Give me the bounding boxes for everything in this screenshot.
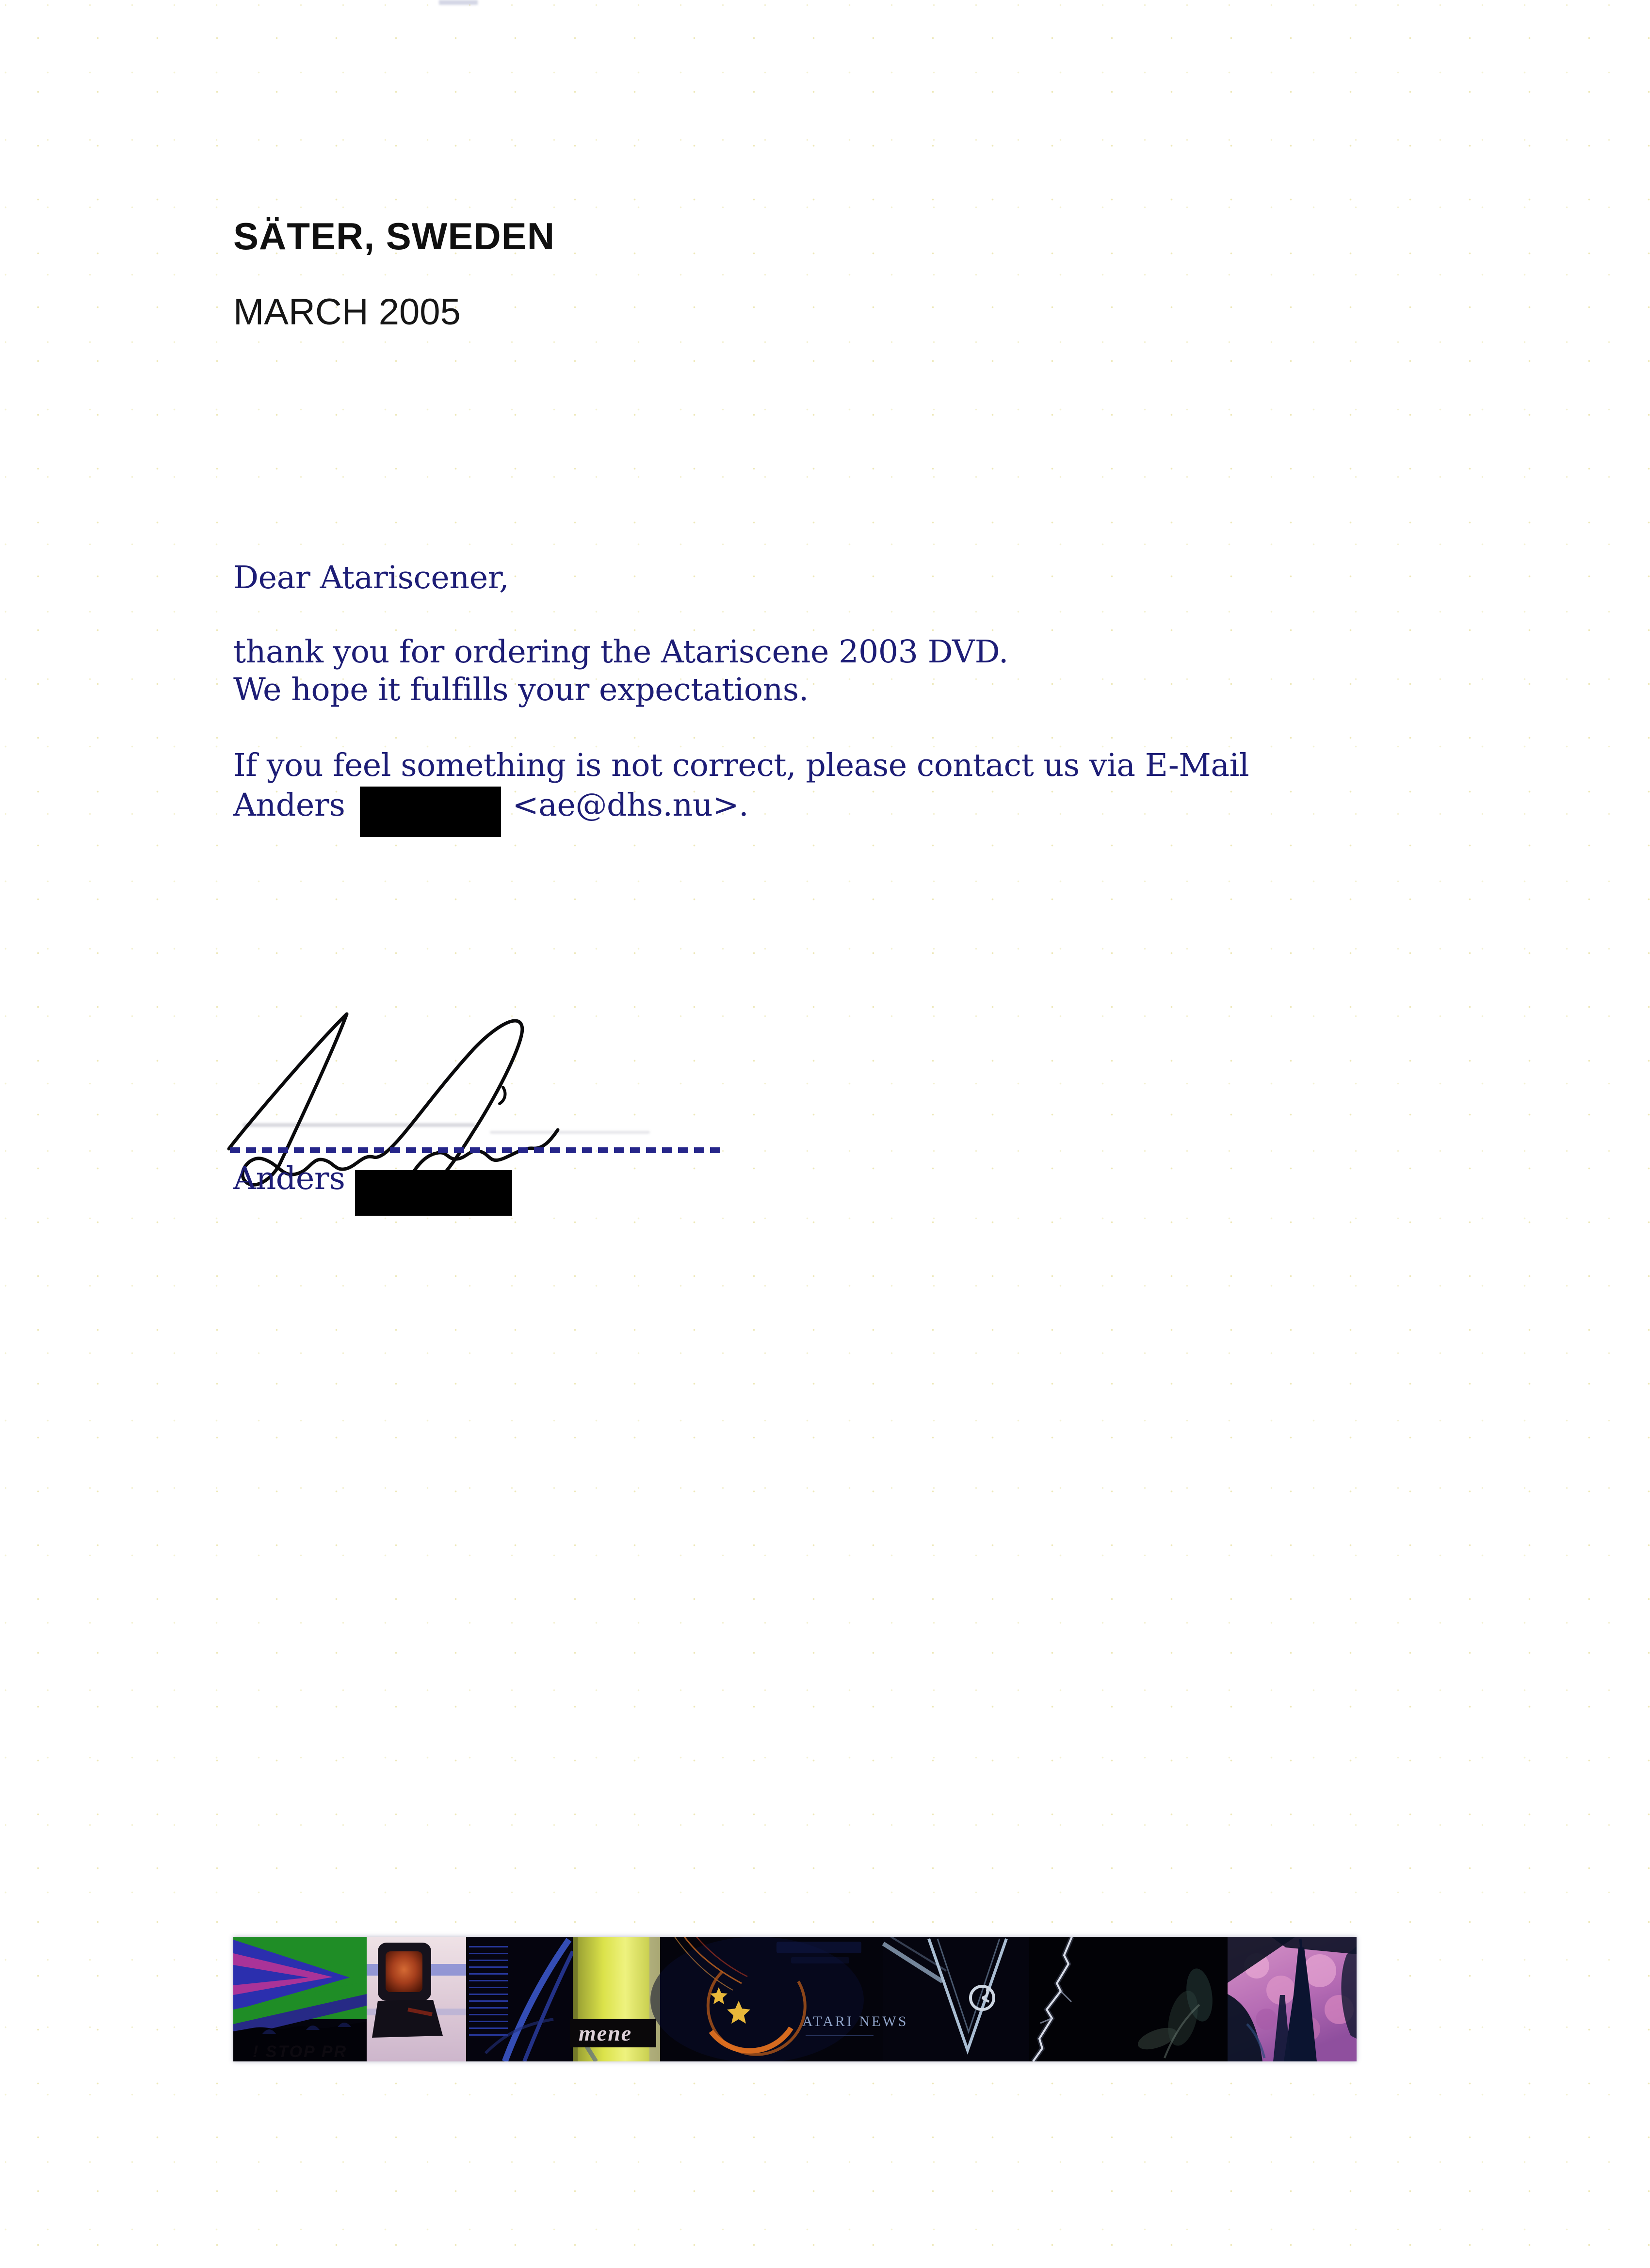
paragraph-thanks-line2: We hope it fulfills your expectations. [233,672,809,708]
paragraph-contact-line1: If you feel something is not correct, please contact us via E-Mail [233,747,1249,784]
stop-press-text: ! STOP PR [253,2043,348,2061]
strip-segment-v-emblem [883,1937,1029,2061]
signature-tick-stroke [500,1087,505,1104]
redaction-box-surname-signature-line [355,1170,512,1216]
strip-segment-castle-clouds [1228,1937,1357,2061]
letter-location-heading: SÄTER, SWEDEN [233,215,555,257]
paragraph-thanks [233,633,1008,709]
strip-segment-crt-figure [367,1937,466,2061]
paragraph-thanks-line1: thank you for ordering the Atariscene 2003 DVD. [233,634,1009,670]
letter-date: MARCH 2005 [233,291,461,333]
scene-label-text: mene [579,2021,632,2045]
contact-first-name: Anders [233,787,345,823]
footer-strip-collage [233,1937,1357,2061]
redaction-box-surname-email-line [360,787,501,837]
footer-image-strip [233,1937,1357,2061]
scan-artifact-top [439,0,478,5]
strip-segment-crescent-news [650,1937,883,2061]
signature-dashed-line [230,1147,726,1153]
contact-email: <ae@dhs.nu>. [512,787,749,823]
signature-printed-name: Anders [233,1160,345,1197]
atari-news-text: ATARI NEWS [802,2013,908,2029]
crt-screen-face [386,1951,422,1992]
strip-segment-blue-structures [466,1937,573,2061]
salutation: Dear Atariscener, [233,560,509,596]
crt-figure-body [372,2000,443,2038]
